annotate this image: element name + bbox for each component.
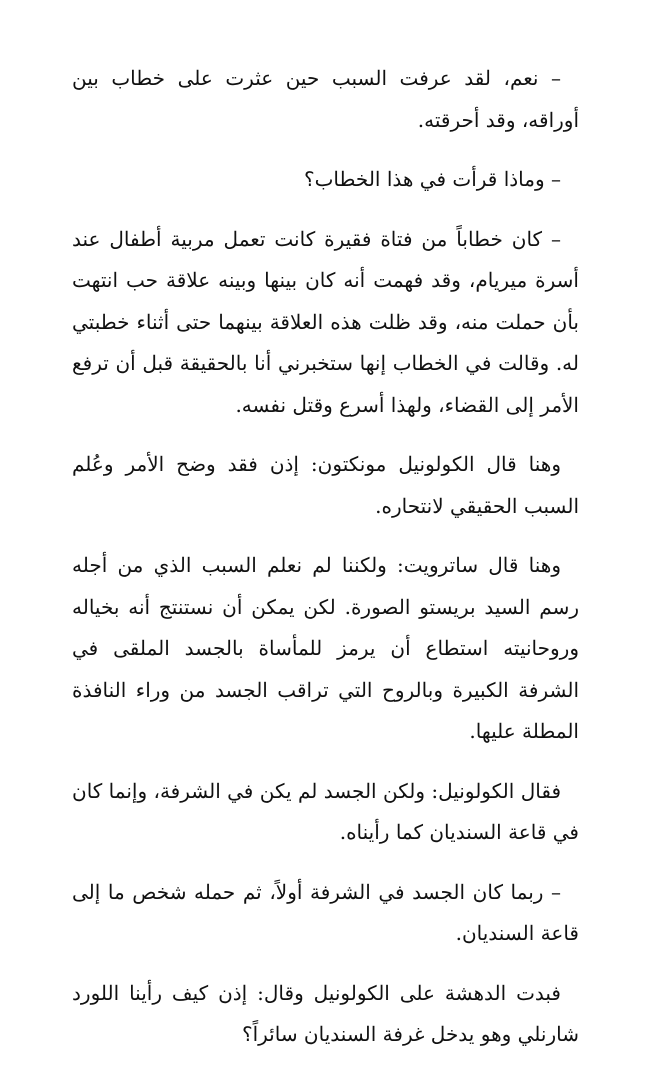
paragraph-5: وهنا قال ساترويت: ولكننا لم نعلم السبب الذي من أجله رسم السيد بريستو الصورة. لكن يمكن أن نستنتج أنه بخياله وروحانيته استطاع أن يرمز للمأساة بالجسد الملقى في الشرفة الكبيرة وبالروح التي تراقب الجسد من وراء النافذة المطلة عليها. (72, 553, 579, 743)
paragraph-7: – ربما كان الجسد في الشرفة أولاً، ثم حمله شخص ما إلى قاعة السنديان. (72, 879, 579, 945)
paragraph-8: فبدت الدهشة على الكولونيل وقال: إذن كيف رأينا اللورد شارنلي وهو يدخل غرفة السنديان سائراً؟ (72, 980, 579, 1046)
paragraph-2: – وماذا قرأت في هذا الخطاب؟ (303, 167, 561, 191)
paragraph-4: وهنا قال الكولونيل مونكتون: إذن فقد وضح الأمر وعُلم السبب الحقيقي لانتحاره. (72, 452, 579, 518)
paragraph-3: – كان خطاباً من فتاة فقيرة كانت تعمل مربية أطفال عند أسرة ميريام، وقد فهمت أنه كان بينها وبينه علاقة حب انتهت بأن حملت منه، وقد ظلت هذه العلاقة بينهما حتى أثناء خطبتي له. وقالت في الخطاب إنها ستخبرني أنا بالحقيقة قبل أن ترفع الأمر إلى القضاء، ولهذا أسرع وقتل نفسه. (72, 226, 579, 417)
paragraph-1: – نعم، لقد عرفت السبب حين عثرت على خطاب بين أوراقه، وقد أحرقته. (72, 66, 579, 132)
text-column (72, 58, 579, 1074)
paragraph-6: فقال الكولونيل: ولكن الجسد لم يكن في الشرفة، وإنما كان في قاعة السنديان كما رأيناه. (72, 778, 579, 844)
